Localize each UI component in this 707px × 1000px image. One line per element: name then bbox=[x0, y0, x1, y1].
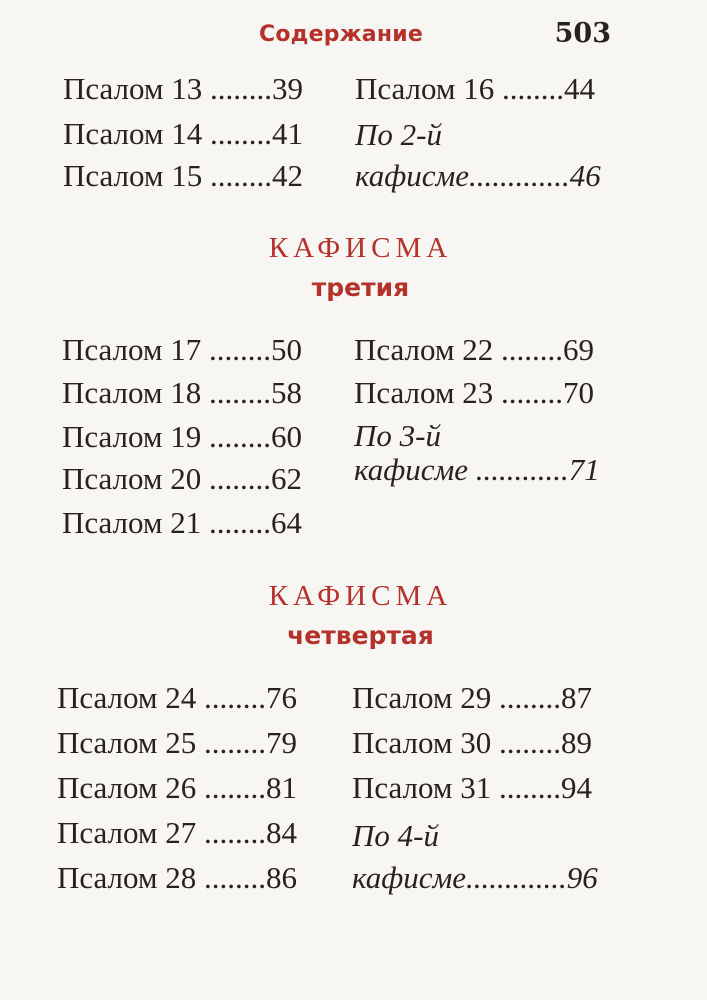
toc-entry-psalm-20[interactable]: Псалом 20 ........62 bbox=[62, 461, 303, 496]
toc-entry-after-kathisma-4-line1[interactable]: По 4-й bbox=[352, 818, 439, 853]
toc-entry-psalm-18[interactable]: Псалом 18 ........58 bbox=[62, 375, 303, 410]
toc-entry-psalm-19[interactable]: Псалом 19 ........60 bbox=[62, 419, 303, 454]
toc-entry-after-kathisma-2-line2[interactable]: кафисме.............46 bbox=[355, 158, 601, 193]
page-number: 503 bbox=[554, 18, 611, 49]
running-title: Содержание bbox=[259, 22, 423, 47]
toc-entry-after-kathisma-4-line2[interactable]: кафисме.............96 bbox=[352, 860, 598, 895]
toc-entry-psalm-30[interactable]: Псалом 30 ........89 bbox=[352, 725, 593, 760]
toc-entry-psalm-14[interactable]: Псалом 14 ........41 bbox=[63, 116, 304, 151]
kathisma-4-title: КАФИСМА bbox=[268, 580, 453, 612]
toc-entry-psalm-17[interactable]: Псалом 17 ........50 bbox=[62, 332, 303, 367]
toc-entry-after-kathisma-2-line1[interactable]: По 2-й bbox=[355, 117, 442, 152]
toc-entry-psalm-29[interactable]: Псалом 29 ........87 bbox=[352, 680, 593, 715]
toc-entry-psalm-31[interactable]: Псалом 31 ........94 bbox=[352, 770, 593, 805]
toc-entry-psalm-27[interactable]: Псалом 27 ........84 bbox=[57, 815, 298, 850]
toc-entry-psalm-28[interactable]: Псалом 28 ........86 bbox=[57, 860, 298, 895]
toc-entry-psalm-25[interactable]: Псалом 25 ........79 bbox=[57, 725, 298, 760]
toc-entry-psalm-22[interactable]: Псалом 22 ........69 bbox=[354, 332, 595, 367]
toc-entry-psalm-23[interactable]: Псалом 23 ........70 bbox=[354, 375, 595, 410]
toc-entry-after-kathisma-3-line1[interactable]: По 3-й bbox=[354, 418, 441, 453]
toc-entry-after-kathisma-3-line2[interactable]: кафисме ............71 bbox=[354, 452, 600, 487]
toc-entry-psalm-26[interactable]: Псалом 26 ........81 bbox=[57, 770, 298, 805]
toc-entry-psalm-15[interactable]: Псалом 15 ........42 bbox=[63, 158, 304, 193]
kathisma-4-subtitle: четвертая bbox=[287, 621, 434, 650]
kathisma-3-title: КАФИСМА bbox=[268, 232, 453, 264]
toc-entry-psalm-24[interactable]: Псалом 24 ........76 bbox=[57, 680, 298, 715]
toc-entry-psalm-21[interactable]: Псалом 21 ........64 bbox=[62, 505, 303, 540]
toc-entry-psalm-13[interactable]: Псалом 13 ........39 bbox=[63, 71, 304, 106]
kathisma-3-subtitle: третия bbox=[311, 273, 410, 302]
toc-entry-psalm-16[interactable]: Псалом 16 ........44 bbox=[355, 71, 596, 106]
